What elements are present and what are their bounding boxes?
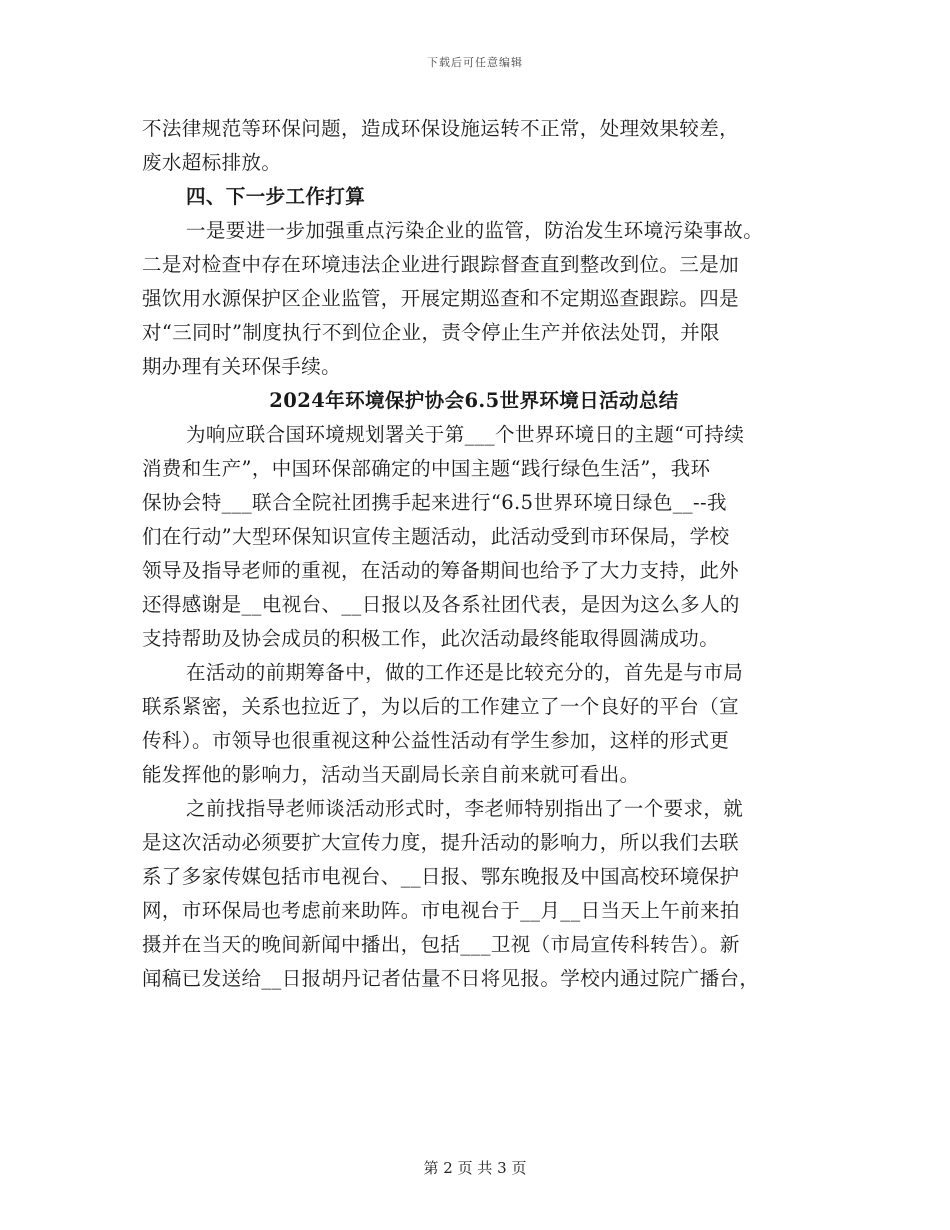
text-line: 摄并在当天的晚间新闻中播出，包括___卫视（市局宣传科转告）。新	[142, 933, 740, 956]
text-line: 之前找指导老师谈活动形式时，李老师特别指出了一个要求，就	[186, 797, 744, 820]
text-line: 期办理有关环保手续。	[142, 355, 342, 378]
text-line: 在活动的前期筹备中，做的工作还是比较充分的，首先是与市局	[186, 661, 744, 684]
text-line: 消费和生产”，中国环保部确定的中国主题“践行绿色生活”，我环	[142, 457, 711, 480]
text-line: 闻稿已发送给__日报胡丹记者估量不日将见报。学校内通过院广播台，	[142, 967, 760, 990]
text-line: 网，市环保局也考虑前来助阵。市电视台于__月__日当天上午前来拍	[142, 899, 740, 922]
text-line: 支持帮助及协会成员的积极工作，此次活动最终能取得圆满成功。	[142, 627, 720, 650]
document-body	[142, 112, 802, 996]
text-line: 领导及指导老师的重视，在活动的筹备期间也给予了大力支持，此外	[142, 559, 740, 582]
page-header-note: 下载后可任意编辑	[427, 56, 523, 69]
text-line: 能发挥他的影响力，活动当天副局长亲自前来就可看出。	[142, 763, 640, 786]
text-line: 对“三同时”制度执行不到位企业，责令停止生产并依法处罚，并限	[142, 321, 720, 344]
text-line: 强饮用水源保护区企业监管，开展定期巡查和不定期巡查跟踪。四是	[142, 287, 740, 310]
text-line: 联系紧密，关系也拉近了，为以后的工作建立了一个良好的平台（宣	[142, 695, 740, 718]
text-line: 不法律规范等环保问题，造成环保设施运转不正常，处理效果较差，	[142, 117, 740, 140]
text-line: 废水超标排放。	[142, 151, 282, 174]
text-line: 还得感谢是__电视台、__日报以及各系社团代表，是因为这么多人的	[142, 593, 740, 616]
page-footer-number: 第 2 页 共 3 页	[423, 1159, 527, 1177]
document-title: 2024年环境保护协会6.5世界环境日活动总结	[269, 389, 679, 412]
text-line: 系了多家传媒包括市电视台、__日报、鄂东晚报及中国高校环境保护	[142, 865, 740, 888]
section-heading: 四、下一步工作打算	[186, 185, 366, 208]
text-line: 保协会特___联合全院社团携手起来进行“6.5世界环境日绿色__--我	[142, 491, 727, 514]
text-line: 二是对检查中存在环境违法企业进行跟踪督查直到整改到位。三是加	[142, 253, 740, 276]
text-line: 一是要进一步加强重点污染企业的监管，防治发生环境污染事故。	[186, 219, 764, 242]
text-line: 是这次活动必须要扩大宣传力度，提升活动的影响力，所以我们去联	[142, 831, 740, 854]
text-line: 传科）。市领导也很重视这种公益性活动有学生参加，这样的形式更	[142, 729, 730, 752]
text-line: 为响应联合国环境规划署关于第___个世界环境日的主题“可持续	[186, 423, 745, 446]
text-line: 们在行动”大型环保知识宣传主题活动，此活动受到市环保局，学校	[142, 525, 730, 548]
